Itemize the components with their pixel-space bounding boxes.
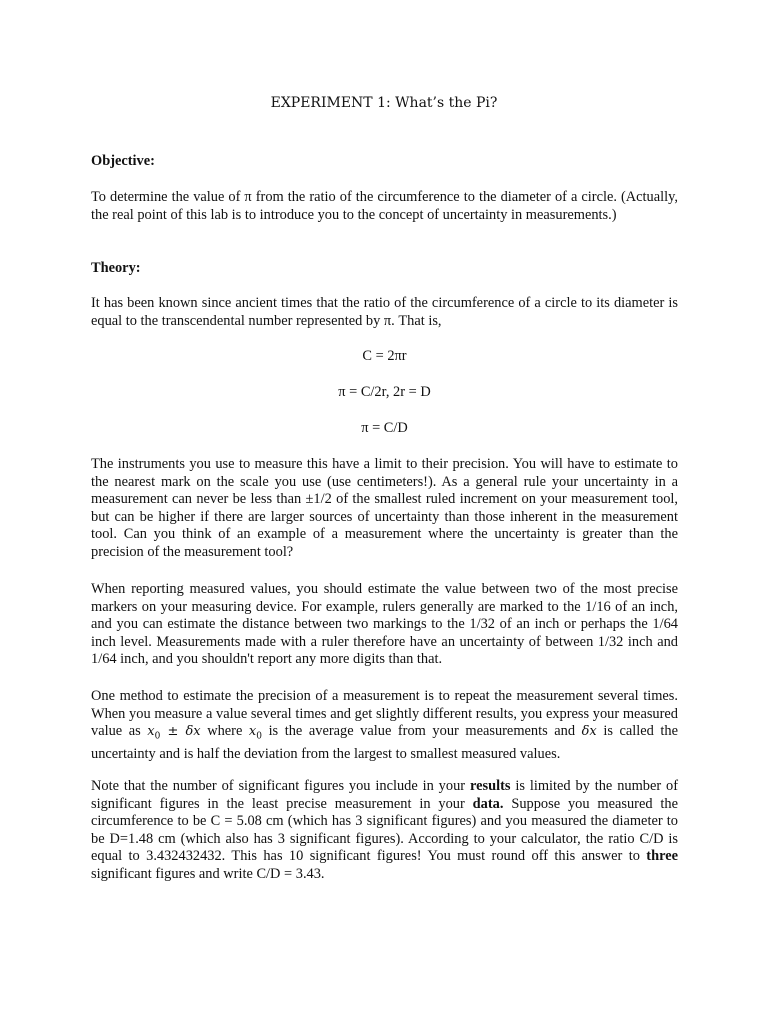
precision-method-paragraph: [91, 688, 678, 764]
page-title: EXPERIMENT 1: What’s the Pi?: [270, 95, 498, 111]
math-pm-delta-x: ± δx: [160, 724, 201, 740]
sigfig-text-1: Note that the number of significant figures you include in your: [91, 778, 470, 794]
objective-paragraph: To determine the value of π from the ratio of the circumference to the diameter of a circle. (Actually, the real point of this lab is to introduce you to the concept of uncertainty in measurements.): [91, 189, 678, 223]
method-text-3: is the average value from your measurements and: [262, 723, 582, 740]
math-x-symbol: x: [147, 724, 155, 740]
instruments-paragraph: The instruments you use to measure this have a limit to their precision. You will have to estimate to the nearest mark on the scale you use (use centimeters!). As a general rule your uncertainty in a measurement can never be less than ±1/2 of the smallest ruled increment on your measurement tool, but can be higher if there are larger sources of uncertainty than those inherent in the measurement tool. Can you think of an example of a measurement where the uncertainty is greater than the precision of the measurement tool?: [91, 456, 678, 560]
theory-heading: Theory:: [91, 260, 141, 276]
math-delta-x: δx: [581, 724, 597, 740]
sigfig-bold-data: data.: [472, 795, 504, 812]
sigfig-text-3: Suppose you measured the circumference to be C = 5.08 cm (which has 3 significant figures) and you measured the diameter to be D=1.48 cm (which also has 3 significant figures). According to your calculator, the ratio C/D is equal to 3.432432432. This has 10 significant figures! You must round off this answer to: [91, 795, 678, 865]
method-text-2: where: [200, 723, 249, 740]
math-x0-pm-dx: [147, 724, 201, 742]
equation-circumference: C = 2πr: [362, 348, 407, 364]
objective-heading: Objective:: [91, 153, 155, 169]
sigfig-text-2: is limited by the number of significant figures in the least precise measurement in your: [91, 778, 679, 812]
sigfig-text-4: significant figures and write C/D = 3.43.: [91, 865, 325, 882]
equation-pi-c-over-2r: π = C/2r, 2r = D: [338, 384, 431, 400]
theory-intro-paragraph: It has been known since ancient times that the ratio of the circumference of a circle to its diameter is equal to the transcendental number represented by π. That is,: [91, 295, 678, 329]
math-subscript-zero: 0: [154, 731, 161, 742]
math-x0: [248, 724, 262, 742]
method-text-4: is called the uncertainty and is half the deviation from the largest to smallest measured values.: [91, 723, 679, 763]
reporting-paragraph: When reporting measured values, you should estimate the value between two of the most precise markers on your measuring device. For example, rulers generally are marked to the 1/16 of an inch, and you can estimate the distance between two markings to the 1/32 of an inch or perhaps the 1/64 inch level. Measurements made with a ruler therefore have an uncertainty of between 1/32 inch and 1/64 inch, and you shouldn't report any more digits than that.: [91, 581, 678, 668]
equation-pi-c-over-d: π = C/D: [361, 420, 408, 436]
sigfig-bold-three: three: [646, 848, 678, 865]
significant-figures-paragraph: [91, 778, 678, 884]
method-text-1: One method to estimate the precision of a measurement is to repeat the measurement several times. When you measure a value several times and get slightly different results, you express your measured value as: [91, 688, 678, 740]
math-x-symbol-2: x: [248, 724, 257, 740]
sigfig-bold-results: results: [469, 778, 511, 794]
math-subscript-zero-2: 0: [256, 731, 262, 742]
